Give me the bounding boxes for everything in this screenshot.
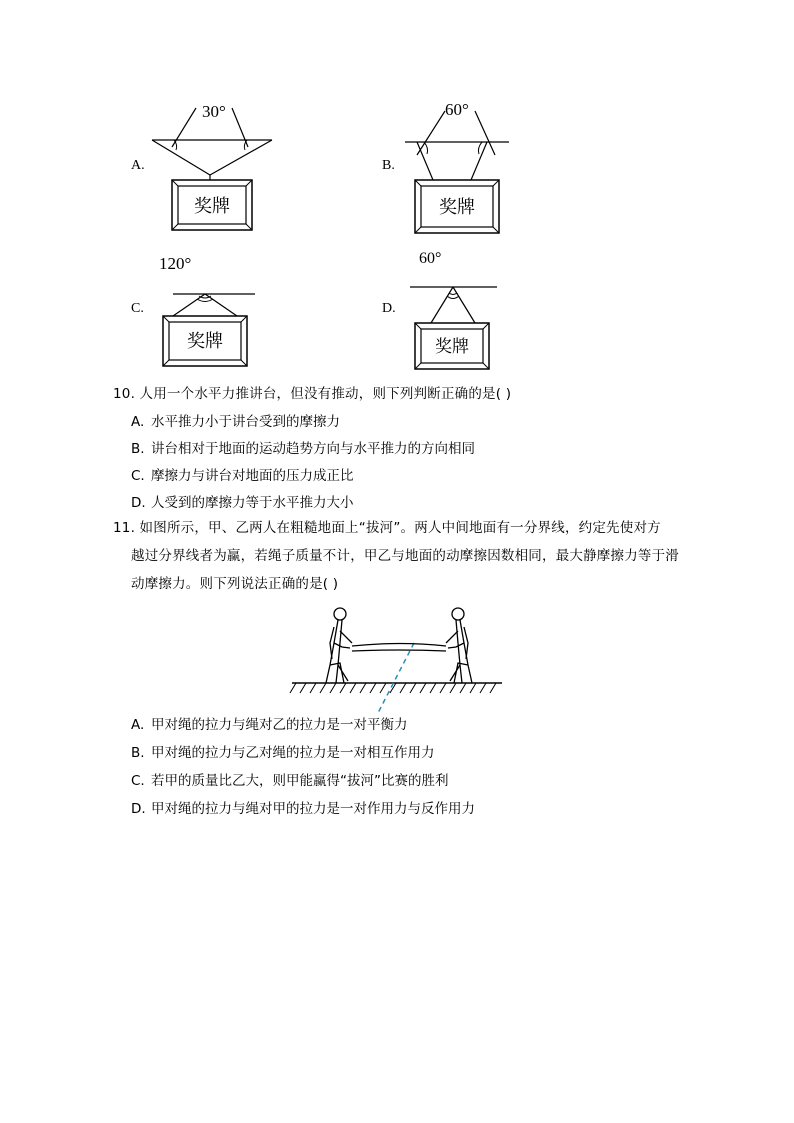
- question-11-line-1: 11. 如图所示，甲、乙两人在粗糙地面上“拔河”。两人中间地面有一分界线，约定先使对方: [113, 520, 661, 536]
- rope: [352, 644, 446, 652]
- figure-b-label: B.: [382, 158, 395, 173]
- figure-d-angle: 60°: [419, 250, 442, 267]
- figure-d: [405, 245, 500, 375]
- option-text: 人受到的摩擦力等于水平推力大小: [151, 495, 354, 511]
- option-text: 甲对绳的拉力与绳对甲的拉力是一对作用力与反作用力: [151, 801, 475, 817]
- question-11-line-2: 越过分界线者为赢，若绳子质量不计，甲乙与地面的动摩擦因数相同，最大静摩擦力等于滑: [131, 548, 679, 564]
- person-right: [446, 608, 472, 683]
- option-key: D.: [131, 495, 146, 511]
- boundary-line: [378, 643, 414, 713]
- figure-b-angle: 60°: [445, 100, 469, 119]
- figure-c-angle: 120°: [159, 254, 192, 273]
- q10-option-d: [131, 493, 354, 513]
- option-text: 若甲的质量比乙大，则甲能赢得“拔河”比赛的胜利: [151, 773, 449, 789]
- figure-d-label: D.: [382, 301, 396, 316]
- q10-option-b: [131, 439, 475, 459]
- tug-of-war-figure: [290, 603, 505, 713]
- question-11-line-3: 动摩擦力。则下列说法正确的是( ): [131, 576, 339, 592]
- q11-option-b: [131, 743, 435, 763]
- q10-option-c: [131, 466, 354, 486]
- option-text: 讲台相对于地面的运动趋势方向与水平推力的方向相同: [151, 441, 475, 457]
- option-key: D.: [131, 801, 146, 817]
- figure-d-plaque-text: 奖牌: [435, 337, 469, 357]
- question-10-stem: 10. 人用一个水平力推讲台，但没有推动，则下列判断正确的是( ): [113, 386, 512, 402]
- option-text: 水平推力小于讲台受到的摩擦力: [151, 414, 340, 430]
- q11-option-c: [131, 771, 449, 791]
- figure-c: [155, 248, 260, 373]
- option-key: A.: [131, 414, 145, 430]
- option-key: C.: [131, 773, 145, 789]
- figure-c-plaque-text: 奖牌: [187, 331, 223, 352]
- option-key: B.: [131, 441, 145, 457]
- q11-option-a: [131, 715, 408, 735]
- figure-b-plaque-text: 奖牌: [439, 197, 475, 218]
- figure-a: [150, 95, 280, 235]
- option-key: A.: [131, 717, 145, 733]
- option-text: 甲对绳的拉力与绳对乙的拉力是一对平衡力: [151, 717, 408, 733]
- figure-a-angle: 30°: [202, 102, 226, 121]
- option-text: 甲对绳的拉力与乙对绳的拉力是一对相互作用力: [151, 745, 435, 761]
- figure-a-label: A.: [131, 158, 145, 173]
- figure-a-plaque-text: 奖牌: [194, 196, 230, 217]
- option-text: 摩擦力与讲台对地面的压力成正比: [151, 468, 354, 484]
- q10-option-a: [131, 412, 340, 432]
- q11-option-d: [131, 799, 475, 819]
- option-key: C.: [131, 468, 145, 484]
- option-key: B.: [131, 745, 145, 761]
- figure-c-label: C.: [131, 301, 144, 316]
- person-left: [326, 608, 352, 683]
- figure-b: [405, 95, 515, 240]
